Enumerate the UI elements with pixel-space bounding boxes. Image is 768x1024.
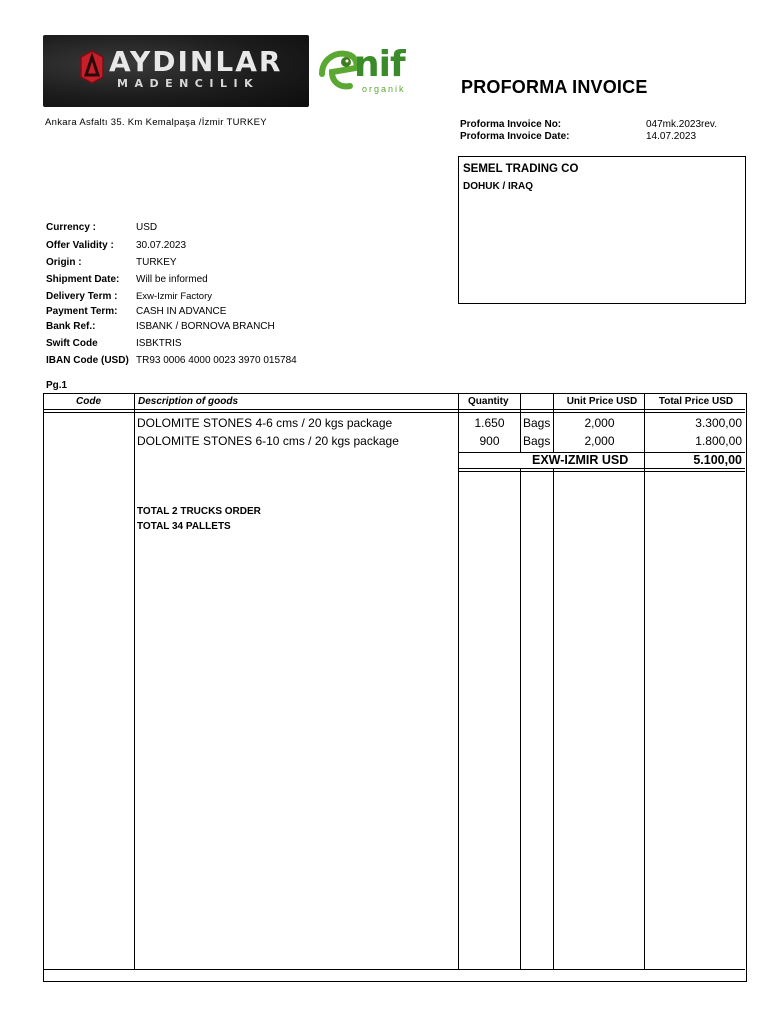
row-1-unit-price: 2,000 [584,416,615,430]
row-2-unit: Bags [523,434,551,448]
buyer-city: DOHUK / IRAQ [463,181,533,192]
document-title: PROFORMA INVOICE [461,77,648,97]
delivery-term-label: Delivery Term : [46,291,118,302]
col-divider-quantity [520,394,521,970]
shipment-date-label: Shipment Date: [46,274,120,285]
buyer-address-box [458,156,746,304]
row-1-description: DOLOMITE STONES 4-6 cms / 20 kgs package [137,416,393,430]
col-divider-unit-price [644,394,645,970]
col-divider-unit [553,394,554,970]
invoice-no-label: Proforma Invoice No: [460,119,562,130]
company-address: Ankara Asfaltı 35. Km Kemalpaşa /İzmir TURKEY [45,117,267,128]
bank-ref-value: ISBANK / BORNOVA BRANCH [136,321,275,332]
col-divider-code [134,394,135,970]
header-total-price: Total Price USD [658,396,734,407]
header-quantity: Quantity [468,396,509,407]
swift-code-value: ISBKTRIS [136,338,182,349]
row-2-unit-price: 2,000 [584,434,615,448]
invoice-date-value: 14.07.2023 [646,131,697,142]
bank-ref-label: Bank Ref.: [46,321,96,332]
aydinlar-logo [43,35,309,107]
total-row-bottom [458,468,745,469]
note-trucks: TOTAL 2 TRUCKS ORDER [137,506,261,517]
invoice-date-label: Proforma Invoice Date: [460,131,570,142]
total-value: 5.100,00 [693,453,742,467]
currency-label: Currency : [46,222,97,233]
payment-term-value: CASH IN ADVANCE [136,306,227,317]
enif-organik-logo [316,44,420,100]
row-2-quantity: 900 [479,434,500,448]
payment-term-label: Payment Term: [46,306,118,317]
swift-code-label: Swift Code [46,338,98,349]
origin-value: TURKEY [136,257,177,268]
total-label: EXW-IZMIR USD [532,453,629,467]
page-number: Pg.1 [46,380,68,391]
header-unit-price: Unit Price USD [566,396,638,407]
invoice-no-value: 047mk.2023rev. [646,119,717,130]
footer-divider [44,969,745,970]
total-row-bottom-double [458,471,745,472]
col-divider-description [458,394,459,970]
shipment-date-value: Will be informed [136,274,208,285]
origin-label: Origin : [46,257,82,268]
header-divider [44,409,745,410]
items-table [43,393,747,982]
offer-validity-value: 30.07.2023 [136,240,187,251]
header-code: Code [76,396,101,407]
delivery-term-value: Exw-Izmir Factory [136,291,212,302]
buyer-name: SEMEL TRADING CO [463,163,579,175]
header-description: Description of goods [138,396,238,407]
row-2-description: DOLOMITE STONES 6-10 cms / 20 kgs package [137,434,399,448]
iban-value: TR93 0006 4000 0023 3970 015784 [136,355,297,366]
row-2-total-price: 1.800,00 [695,434,742,448]
enif-logo-subtext: organik [362,84,406,94]
row-1-total-price: 3.300,00 [695,416,742,430]
row-1-quantity: 1.650 [474,416,505,430]
aydinlar-logo-wordmark: AYDINLAR [109,45,283,78]
currency-value: USD [136,222,158,233]
row-1-unit: Bags [523,416,551,430]
aydinlar-logo-subtext: MADENCILIK [117,77,260,90]
enif-logo-wordmark: nif [354,44,405,85]
note-pallets: TOTAL 34 PALLETS [137,521,231,532]
iban-label: IBAN Code (USD) [46,355,129,366]
header-divider-double [44,412,745,413]
offer-validity-label: Offer Validity : [46,240,114,251]
